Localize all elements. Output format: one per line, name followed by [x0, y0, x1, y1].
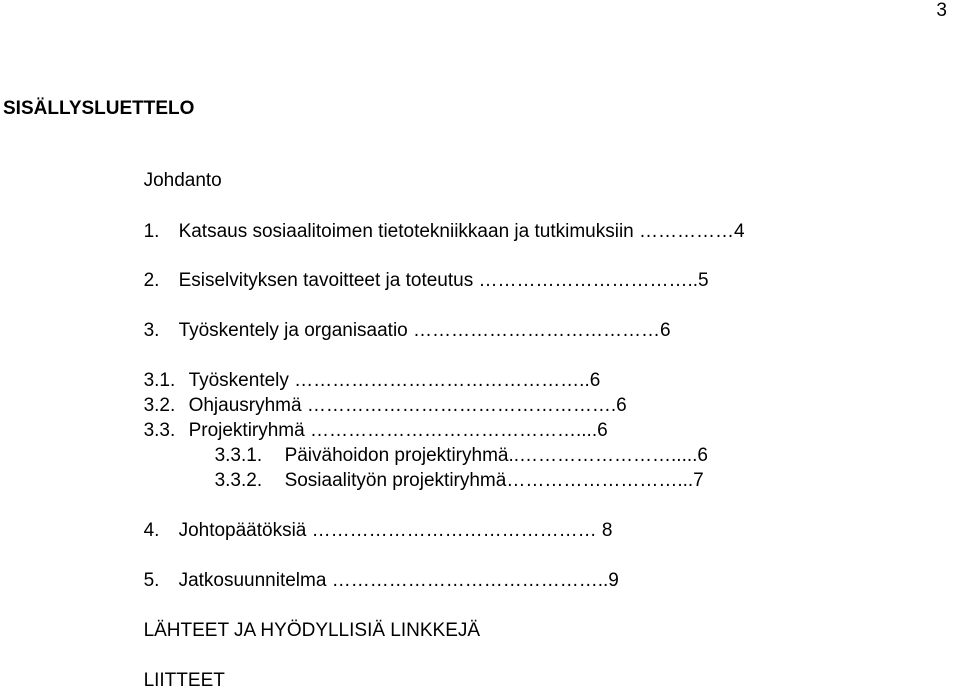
- toc-entry-4[interactable]: [133, 498, 613, 542]
- toc-entry-text: Jatkosuunnitelma ……………………………………..9: [178, 570, 619, 591]
- toc-entry-text: Päivähoidon projektiryhmä..…………………….....6: [284, 445, 708, 466]
- toc-entry-3-3-2[interactable]: [204, 448, 704, 492]
- toc-entry-text: Katsaus sosiaalitoimen tietotekniikkaan ja tutkimuksiin ……………4: [178, 221, 745, 242]
- toc-entry-text: LIITTEET: [143, 670, 225, 691]
- toc-entry-text: Projektiryhmä ……………………………………....6: [188, 420, 608, 441]
- toc-entry-appendices[interactable]: [133, 648, 225, 692]
- toc-entry-number: 2.: [143, 270, 160, 291]
- toc-entry-number: 3.3.: [143, 420, 176, 441]
- toc-entry-references[interactable]: [133, 598, 480, 642]
- toc-entry-number: 4.: [143, 520, 160, 541]
- toc-entry-text: Esiselvityksen tavoitteet ja toteutus ……………………………..5: [178, 270, 709, 291]
- toc-entry-text: Johtopäätöksiä ……………………………………… 8: [178, 520, 613, 541]
- toc-entry-text: Sosiaalityön projektiryhmä………………………...7: [284, 470, 704, 491]
- toc-entry-number: 3.1.: [143, 370, 176, 391]
- toc-entry-number: 5.: [143, 570, 160, 591]
- toc-entry-2[interactable]: [133, 248, 709, 292]
- toc-entry-text: Työskentely ………………………………………..6: [188, 370, 601, 391]
- toc-entry-text: LÄHTEET JA HYÖDYLLISIÄ LINKKEJÄ: [143, 620, 481, 641]
- toc-entry-number: 3.3.2.: [214, 470, 263, 491]
- toc-entry-text: Työskentely ja organisaatio …………………………………6: [178, 320, 671, 341]
- page-number: 3: [936, 0, 947, 21]
- toc-entry-text: Johdanto: [143, 170, 222, 191]
- toc-entry-text: Ohjausryhmä ………………………………………….6: [188, 395, 627, 416]
- toc-entry-1[interactable]: [133, 199, 745, 243]
- toc-title: SISÄLLYSLUETTELO: [3, 98, 195, 119]
- toc-entry-number: 3.: [143, 320, 160, 341]
- toc-entry-number: 3.2.: [143, 395, 176, 416]
- toc-entry-5[interactable]: [133, 548, 619, 592]
- toc-entry-introduction[interactable]: [133, 148, 222, 192]
- toc-entry-3[interactable]: [133, 298, 671, 342]
- toc-entry-number: 1.: [143, 221, 160, 242]
- toc-entry-number: 3.3.1.: [214, 445, 263, 466]
